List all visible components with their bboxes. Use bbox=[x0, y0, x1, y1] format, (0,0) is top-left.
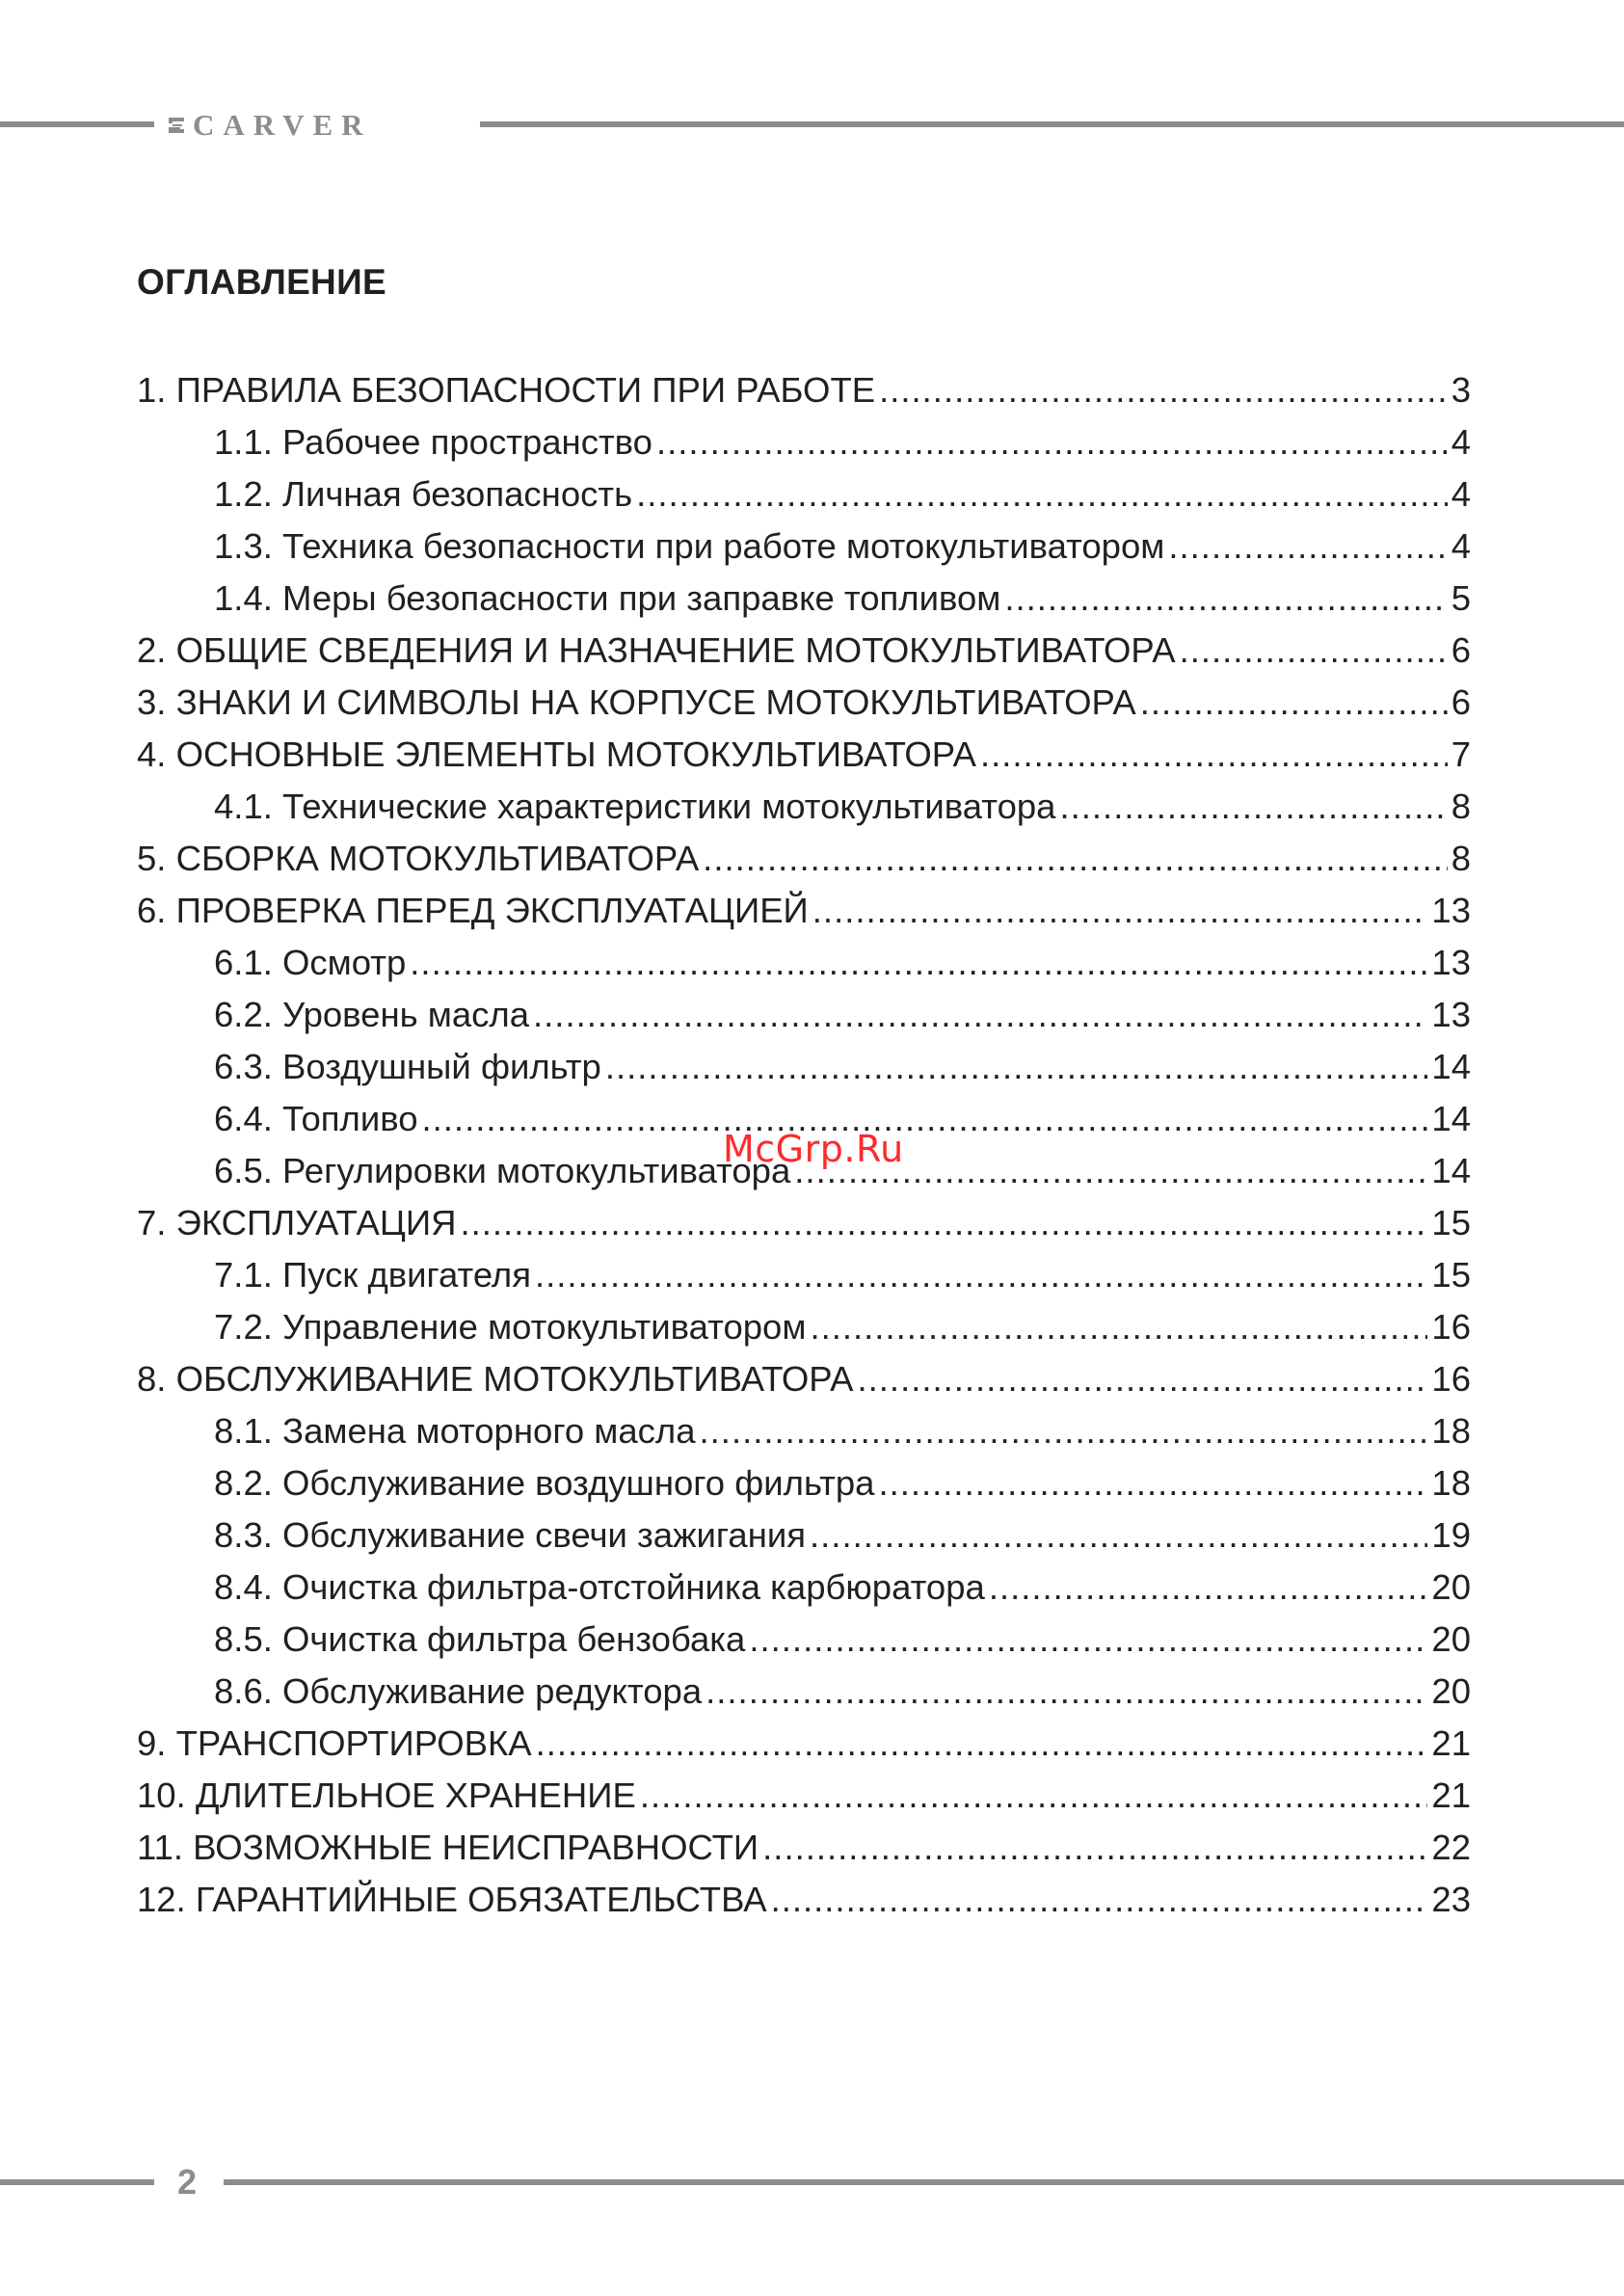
toc-dot-leader bbox=[771, 1874, 1428, 1926]
toc-entry-label: 8.6. Обслуживание редуктора bbox=[214, 1671, 703, 1711]
toc-subentry[interactable] bbox=[137, 1666, 1471, 1718]
toc-entry-label: 9. ТРАНСПОРТИРОВКА bbox=[137, 1723, 532, 1763]
toc-dot-leader bbox=[700, 1405, 1428, 1457]
toc-subentry[interactable] bbox=[137, 1457, 1471, 1509]
toc-entry-label: 8.4. Очистка фильтра-отстойника карбюратора bbox=[214, 1567, 985, 1607]
toc-entry[interactable] bbox=[137, 677, 1471, 729]
toc-title: ОГЛАВЛЕНИЕ bbox=[137, 262, 386, 302]
toc-dot-leader bbox=[422, 1093, 1428, 1145]
toc-subentry[interactable] bbox=[137, 937, 1471, 989]
brand-logo bbox=[166, 108, 372, 142]
toc-entry-label: 7.2. Управление мотокультиватором bbox=[214, 1307, 807, 1347]
toc-entry-page: 15 bbox=[1431, 1255, 1471, 1295]
toc-entry-page: 3 bbox=[1451, 370, 1471, 410]
page-header bbox=[0, 108, 1624, 142]
toc-entry-page: 20 bbox=[1431, 1619, 1471, 1659]
toc-entry-page: 22 bbox=[1431, 1828, 1471, 1867]
toc-entry-page: 15 bbox=[1431, 1203, 1471, 1242]
toc-dot-leader bbox=[1140, 677, 1448, 729]
toc-dot-leader bbox=[460, 1197, 1427, 1249]
toc-dot-leader bbox=[878, 1457, 1427, 1509]
toc-entry[interactable] bbox=[137, 1197, 1471, 1249]
toc-entry-label: 6.4. Топливо bbox=[214, 1099, 418, 1138]
toc-entry-label: 6.3. Воздушный фильтр bbox=[214, 1047, 601, 1086]
toc-entry-label: 1.2. Личная безопасность bbox=[214, 474, 633, 514]
toc-entry[interactable] bbox=[137, 1718, 1471, 1770]
toc-entry-page: 6 bbox=[1451, 682, 1471, 722]
toc-entry-label: 7. ЭКСПЛУАТАЦИЯ bbox=[137, 1203, 457, 1242]
toc-subentry[interactable] bbox=[137, 521, 1471, 573]
toc-dot-leader bbox=[636, 468, 1448, 521]
toc-entry-page: 14 bbox=[1431, 1099, 1471, 1138]
toc-entry-page: 4 bbox=[1451, 422, 1471, 462]
toc-entry-page: 20 bbox=[1431, 1567, 1471, 1607]
toc-entry-page: 18 bbox=[1431, 1411, 1471, 1451]
toc-entry-page: 7 bbox=[1451, 734, 1471, 774]
footer-rule-right bbox=[224, 2179, 1624, 2185]
header-rule-right bbox=[480, 121, 1624, 127]
toc-subentry[interactable] bbox=[137, 1041, 1471, 1093]
watermark: McGrp.Ru bbox=[723, 1128, 904, 1170]
toc-entry-page: 8 bbox=[1451, 839, 1471, 878]
page-footer bbox=[0, 2159, 1624, 2205]
toc-subentry[interactable] bbox=[137, 468, 1471, 521]
toc-entry-page: 13 bbox=[1431, 995, 1471, 1034]
toc-entry[interactable] bbox=[137, 1822, 1471, 1874]
toc-dot-leader bbox=[1004, 573, 1447, 625]
toc-entry[interactable] bbox=[137, 1874, 1471, 1926]
toc-dot-leader bbox=[605, 1041, 1428, 1093]
toc-subentry[interactable] bbox=[137, 1562, 1471, 1614]
toc-entry[interactable] bbox=[137, 1770, 1471, 1822]
toc-entry-label: 8.5. Очистка фильтра бензобака bbox=[214, 1619, 746, 1659]
toc-entry-page: 16 bbox=[1431, 1307, 1471, 1347]
toc-entry-label: 8.3. Обслуживание свечи зажигания bbox=[214, 1515, 807, 1555]
toc-entry-page: 21 bbox=[1431, 1723, 1471, 1763]
toc-entry[interactable] bbox=[137, 1353, 1471, 1405]
toc-entry[interactable] bbox=[137, 625, 1471, 677]
toc-dot-leader bbox=[410, 937, 1427, 989]
toc-dot-leader bbox=[703, 833, 1448, 885]
toc-dot-leader bbox=[980, 729, 1448, 781]
toc-entry-page: 4 bbox=[1451, 474, 1471, 514]
toc-subentry[interactable] bbox=[137, 1614, 1471, 1666]
toc-dot-leader bbox=[536, 1718, 1428, 1770]
toc-dot-leader bbox=[706, 1666, 1427, 1718]
toc-entry-label: 12. ГАРАНТИЙНЫЕ ОБЯЗАТЕЛЬСТВА bbox=[137, 1880, 767, 1919]
toc-dot-leader bbox=[533, 989, 1427, 1041]
toc-entry-page: 16 bbox=[1431, 1359, 1471, 1399]
toc-entry-page: 13 bbox=[1431, 891, 1471, 930]
toc-entry-label: 1.4. Меры безопасности при заправке топливом bbox=[214, 578, 1001, 618]
toc-dot-leader bbox=[640, 1770, 1428, 1822]
toc-subentry[interactable] bbox=[137, 573, 1471, 625]
toc-entry-page: 14 bbox=[1431, 1151, 1471, 1190]
toc-entry-label: 5. СБОРКА МОТОКУЛЬТИВАТОРА bbox=[137, 839, 700, 878]
toc-entry-page: 8 bbox=[1451, 787, 1471, 826]
toc-subentry[interactable] bbox=[137, 1509, 1471, 1562]
toc-entry[interactable] bbox=[137, 833, 1471, 885]
toc-subentry[interactable] bbox=[137, 1249, 1471, 1301]
toc-subentry[interactable] bbox=[137, 1405, 1471, 1457]
toc-entry-label: 8. ОБСЛУЖИВАНИЕ МОТОКУЛЬТИВАТОРА bbox=[137, 1359, 854, 1399]
toc-entry-page: 4 bbox=[1451, 526, 1471, 566]
header-rule-left bbox=[0, 121, 154, 127]
toc-dot-leader bbox=[989, 1562, 1428, 1614]
toc-subentry[interactable] bbox=[137, 416, 1471, 468]
toc-entry-label: 1.1. Рабочее пространство bbox=[214, 422, 652, 462]
toc-entry-label: 7.1. Пуск двигателя bbox=[214, 1255, 531, 1295]
page-number: 2 bbox=[177, 2162, 198, 2202]
toc-entry[interactable] bbox=[137, 729, 1471, 781]
footer-rule-left bbox=[0, 2179, 154, 2185]
toc-entry-label: 3. ЗНАКИ И СИМВОЛЫ НА КОРПУСЕ МОТОКУЛЬТИВАТОРА bbox=[137, 682, 1136, 722]
toc-entry-page: 6 bbox=[1451, 630, 1471, 670]
toc-entry-label: 2. ОБЩИЕ СВЕДЕНИЯ И НАЗНАЧЕНИЕ МОТОКУЛЬТИВАТОРА bbox=[137, 630, 1176, 670]
toc-entry-label: 10. ДЛИТЕЛЬНОЕ ХРАНЕНИЕ bbox=[137, 1775, 636, 1815]
toc-entry-label: 11. ВОЗМОЖНЫЕ НЕИСПРАВНОСТИ bbox=[137, 1828, 759, 1867]
toc-entry-label: 1.3. Техника безопасности при работе мотокультиватором bbox=[214, 526, 1165, 566]
toc-dot-leader bbox=[1059, 781, 1447, 833]
toc-entry-page: 5 bbox=[1451, 578, 1471, 618]
toc-dot-leader bbox=[858, 1353, 1428, 1405]
brand-logo-text: CARVER bbox=[193, 108, 372, 142]
toc-dot-leader bbox=[1180, 625, 1448, 677]
toc-entry-page: 18 bbox=[1431, 1463, 1471, 1503]
toc-dot-leader bbox=[749, 1614, 1427, 1666]
toc-entry-label: 4.1. Технические характеристики мотокультиватора bbox=[214, 787, 1056, 826]
toc-entry-page: 14 bbox=[1431, 1047, 1471, 1086]
toc-entry-page: 13 bbox=[1431, 943, 1471, 982]
toc-dot-leader bbox=[535, 1249, 1427, 1301]
toc-entry-page: 19 bbox=[1431, 1515, 1471, 1555]
toc-dot-leader bbox=[879, 364, 1448, 416]
toc-dot-leader bbox=[812, 885, 1428, 937]
toc-entry-page: 23 bbox=[1431, 1880, 1471, 1919]
toc-entry[interactable] bbox=[137, 885, 1471, 937]
toc-entry-label: 6.5. Регулировки мотокультиватора bbox=[214, 1151, 791, 1190]
toc-dot-leader bbox=[656, 416, 1448, 468]
toc-subentry[interactable] bbox=[137, 781, 1471, 833]
toc-entry-label: 6.2. Уровень масла bbox=[214, 995, 530, 1034]
toc-subentry[interactable] bbox=[137, 1301, 1471, 1353]
toc-entry[interactable] bbox=[137, 364, 1471, 416]
toc-dot-leader bbox=[810, 1301, 1427, 1353]
carver-logo-mark-icon bbox=[166, 115, 187, 136]
toc-entry-page: 21 bbox=[1431, 1775, 1471, 1815]
toc-entry-label: 8.1. Замена моторного масла bbox=[214, 1411, 696, 1451]
toc-dot-leader bbox=[762, 1822, 1427, 1874]
toc-dot-leader bbox=[810, 1509, 1427, 1562]
toc-entry-label: 8.2. Обслуживание воздушного фильтра bbox=[214, 1463, 875, 1503]
toc-entry-label: 6. ПРОВЕРКА ПЕРЕД ЭКСПЛУАТАЦИЕЙ bbox=[137, 891, 809, 930]
toc-entry-page: 20 bbox=[1431, 1671, 1471, 1711]
toc-entry-label: 4. ОСНОВНЫЕ ЭЛЕМЕНТЫ МОТОКУЛЬТИВАТОРА bbox=[137, 734, 976, 774]
toc-dot-leader bbox=[1168, 521, 1447, 573]
toc-entry-label: 6.1. Осмотр bbox=[214, 943, 407, 982]
toc-subentry[interactable] bbox=[137, 989, 1471, 1041]
toc-entry-label: 1. ПРАВИЛА БЕЗОПАСНОСТИ ПРИ РАБОТЕ bbox=[137, 370, 876, 410]
